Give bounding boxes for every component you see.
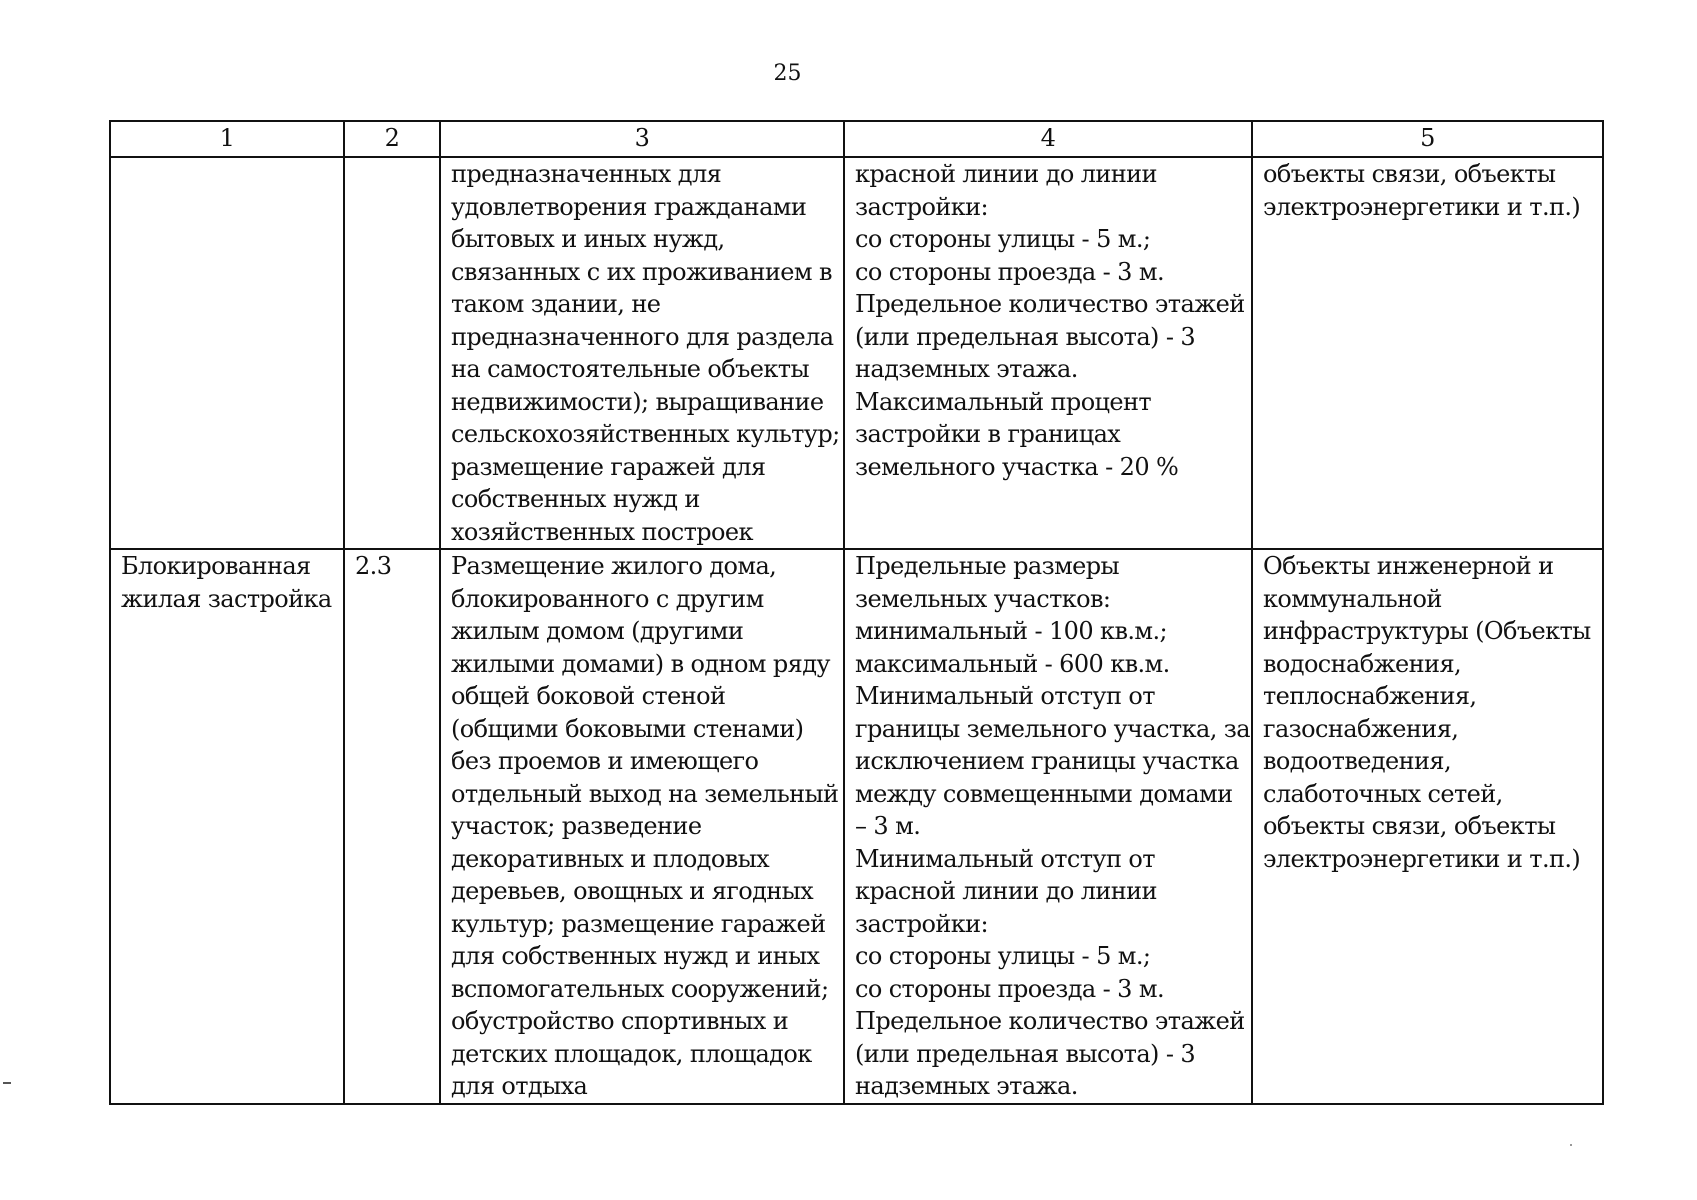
cell-text-line: Предельные размеры <box>855 552 1120 580</box>
cell-text-line: общей боковой стеной <box>451 682 726 710</box>
page-number: 25 <box>773 61 802 86</box>
cell-use-code <box>344 157 440 549</box>
cell-text-line: на самостоятельные объекты <box>451 355 809 383</box>
table-row <box>110 549 1603 1104</box>
cell-text-line: инфраструктуры (Объекты <box>1263 617 1591 645</box>
cell-text-line: слаботочных сетей, <box>1263 779 1503 808</box>
cell-text-line: Размещение жилого дома, <box>451 552 777 580</box>
cell-text-line: Максимальный процент <box>855 387 1152 416</box>
column-header-5: 5 <box>1252 121 1603 157</box>
cell-text-line: собственных нужд и <box>451 485 700 513</box>
cell-text-line: Объекты инженерной и <box>1263 552 1554 580</box>
regulations-table <box>109 120 1604 1105</box>
scan-speck <box>1570 1144 1572 1146</box>
cell-text-line: без проемов и имеющего <box>451 747 759 775</box>
scan-margin-mark <box>3 1082 11 1084</box>
cell-text-line: связанных с их проживанием в <box>451 257 832 286</box>
cell-text-line: водоснабжения, <box>1263 649 1462 678</box>
cell-text-line: отдельный выход на земельный <box>451 779 839 808</box>
cell-text-line: предназначенных для <box>451 160 722 188</box>
cell-limit-parameters <box>844 157 1252 549</box>
cell-text-line: со стороны проезда - 3 м. <box>855 974 1164 1003</box>
cell-text-line: минимальный - 100 кв.м.; <box>855 617 1167 645</box>
cell-text-line: застройки: <box>855 909 989 938</box>
cell-limit-parameters <box>844 549 1252 1104</box>
cell-text-line: хозяйственных построек <box>451 517 753 546</box>
cell-text-line: Блокированная <box>121 552 311 580</box>
cell-text-line: – 3 м. <box>855 812 921 840</box>
cell-text-line: красной линии до линии <box>855 877 1157 905</box>
cell-text-line: земельных участков: <box>855 584 1111 613</box>
cell-text-line: максимальный - 600 кв.м. <box>855 649 1170 678</box>
column-header-1: 1 <box>110 121 344 157</box>
cell-text-line: жилая застройка <box>121 584 332 613</box>
cell-text-line: предназначенного для раздела <box>451 322 834 351</box>
column-header-3: 3 <box>440 121 844 157</box>
cell-text-line: красной линии до линии <box>855 160 1157 188</box>
cell-use-name <box>110 549 344 1104</box>
cell-use-name <box>110 157 344 549</box>
cell-text-line: застройки: <box>855 192 989 221</box>
cell-text-line: между совмещенными домами <box>855 779 1233 808</box>
cell-text-line: надземных этажа. <box>855 355 1078 383</box>
cell-text-line: электроэнергетики и т.п.) <box>1263 192 1581 221</box>
cell-text-line: жилыми домами) в одном ряду <box>451 649 830 678</box>
cell-text-line: теплоснабжения, <box>1263 682 1477 710</box>
cell-text-line: для собственных нужд и иных <box>451 942 820 970</box>
cell-use-description <box>440 157 844 549</box>
cell-text-line: вспомогательных сооружений; <box>451 974 829 1003</box>
cell-text-line: жилым домом (другими <box>451 617 744 645</box>
cell-text-line: (или предельная высота) - 3 <box>855 1039 1196 1068</box>
cell-text-line: со стороны улицы - 5 м.; <box>855 225 1151 253</box>
cell-use-code <box>344 549 440 1104</box>
cell-text-line: исключением границы участка <box>855 747 1239 775</box>
table-header-row <box>110 121 1603 157</box>
cell-text-line: детских площадок, площадок <box>451 1039 812 1068</box>
cell-text-line: недвижимости); выращивание <box>451 387 824 416</box>
cell-text-line: Минимальный отступ от <box>855 844 1155 873</box>
cell-text-line: участок; разведение <box>451 812 702 840</box>
cell-text-line: (или предельная высота) - 3 <box>855 322 1196 351</box>
cell-ancillary-uses <box>1252 549 1603 1104</box>
cell-text-line: бытовых и иных нужд, <box>451 225 725 253</box>
cell-text-line: размещение гаражей для <box>451 452 766 481</box>
cell-text-line: сельскохозяйственных культур; <box>451 420 840 448</box>
cell-text-line: газоснабжения, <box>1263 714 1459 743</box>
cell-text-line: коммунальной <box>1263 584 1442 613</box>
cell-text-line: границы земельного участка, за <box>855 714 1250 743</box>
cell-text-line: декоративных и плодовых <box>451 844 770 873</box>
cell-text-line: для отдыха <box>451 1072 588 1100</box>
cell-text-line: Предельное количество этажей <box>855 1007 1245 1035</box>
cell-text-line: водоотведения, <box>1263 747 1451 775</box>
cell-use-description <box>440 549 844 1104</box>
cell-text-line: со стороны улицы - 5 м.; <box>855 942 1151 970</box>
cell-text-line: удовлетворения гражданами <box>451 192 807 221</box>
cell-text-line: объекты связи, объекты <box>1263 160 1556 188</box>
cell-text-line: со стороны проезда - 3 м. <box>855 257 1164 286</box>
cell-text-line: надземных этажа. <box>855 1072 1078 1100</box>
cell-text-line: объекты связи, объекты <box>1263 812 1556 840</box>
cell-text-line: 2.3 <box>355 552 392 580</box>
cell-text-line: обустройство спортивных и <box>451 1007 789 1035</box>
cell-text-line: застройки в границах <box>855 420 1121 448</box>
cell-ancillary-uses <box>1252 157 1603 549</box>
cell-text-line: таком здании, не <box>451 290 661 318</box>
cell-text-line: деревьев, овощных и ягодных <box>451 877 814 905</box>
table-row <box>110 157 1603 549</box>
cell-text-line: (общими боковыми стенами) <box>451 714 804 743</box>
column-header-2: 2 <box>344 121 440 157</box>
cell-text-line: блокированного с другим <box>451 584 764 613</box>
cell-text-line: земельного участка - 20 % <box>855 452 1179 481</box>
cell-text-line: культур; размещение гаражей <box>451 909 826 938</box>
cell-text-line: Предельное количество этажей <box>855 290 1245 318</box>
column-header-4: 4 <box>844 121 1252 157</box>
cell-text-line: Минимальный отступ от <box>855 682 1155 710</box>
cell-text-line: электроэнергетики и т.п.) <box>1263 844 1581 873</box>
